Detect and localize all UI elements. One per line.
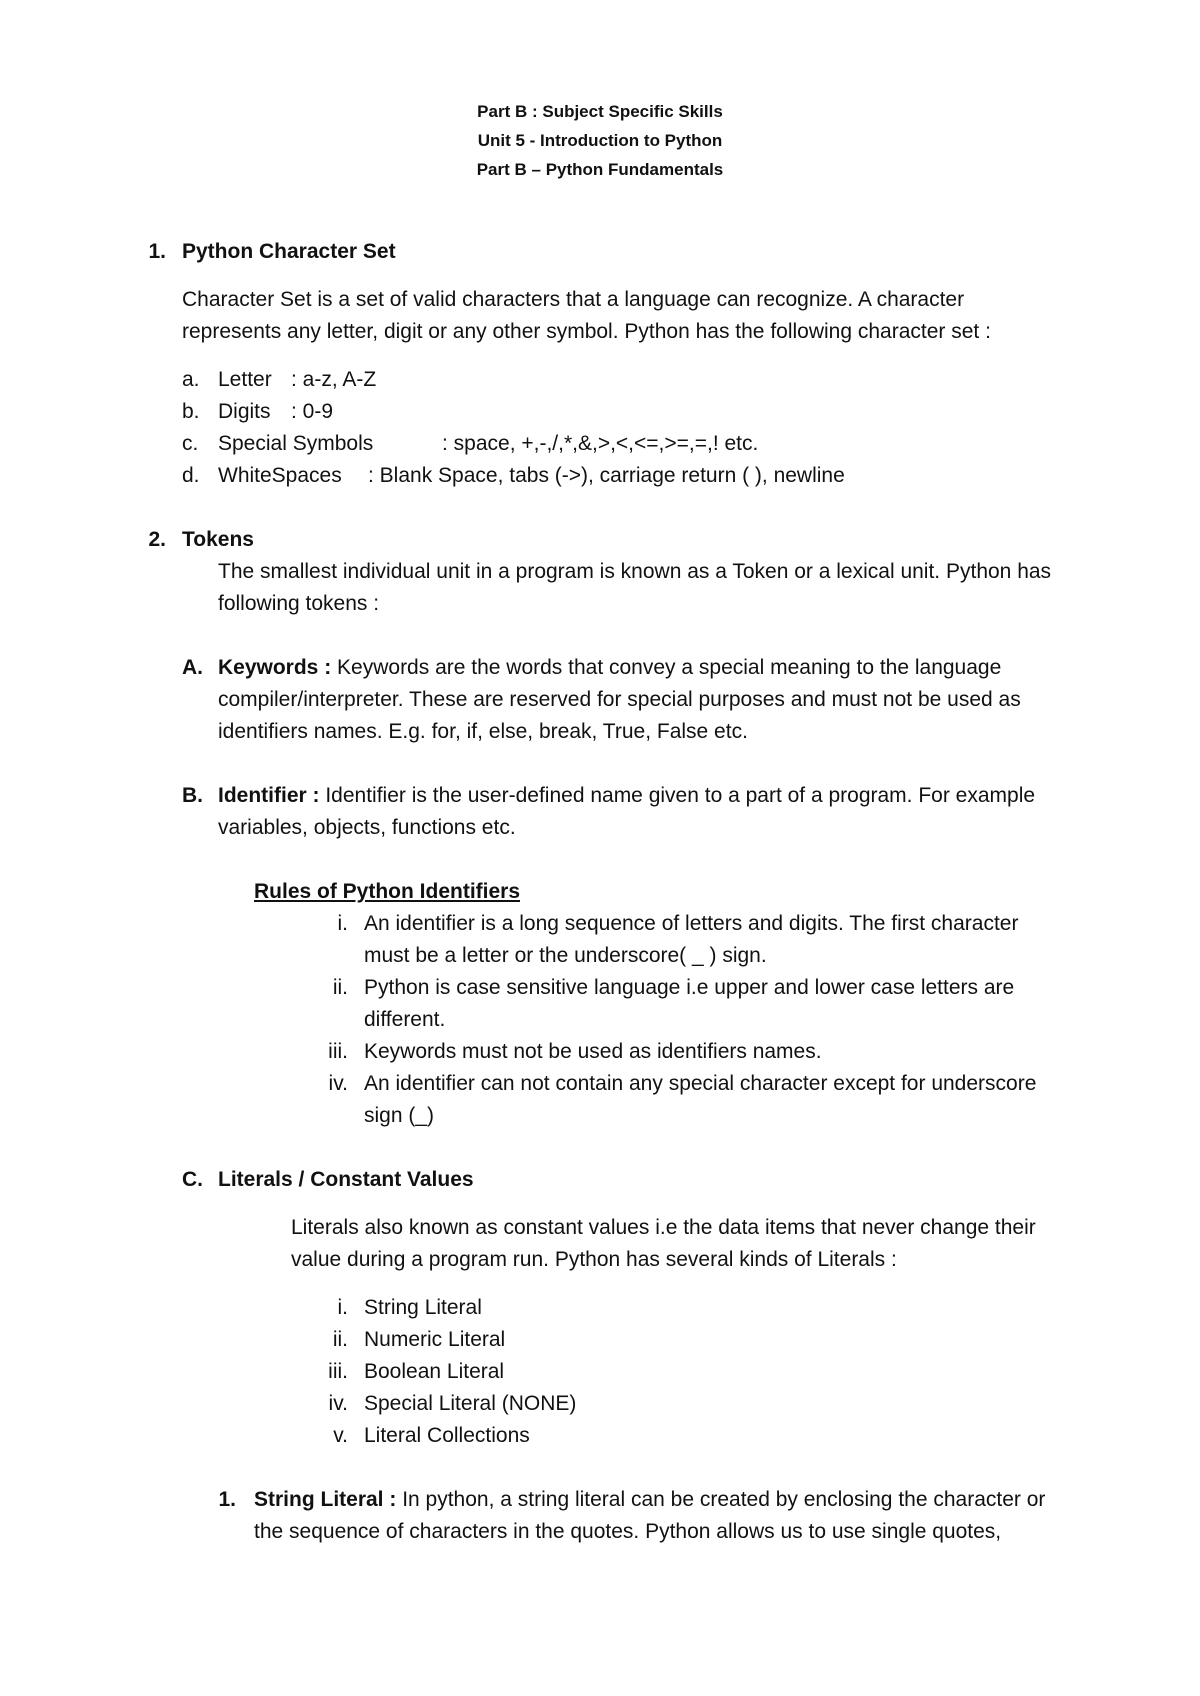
literal-kind: Literal Collections [364, 1424, 530, 1447]
rule-line-1: Python is case sensitive language i.e upper and lower case letters are [364, 976, 1015, 999]
keywords-line-3: identifiers names. E.g. for, if, else, break, True, False etc. [218, 720, 748, 743]
string-literal-number: 1. [218, 1488, 236, 1511]
rule-line-2: sign (_) [364, 1104, 435, 1127]
literal-kind-marker: i. [337, 1296, 348, 1319]
charset-item-label: Special Symbols [218, 432, 374, 455]
literal-kind-marker: ii. [332, 1328, 348, 1351]
literal-kind-marker: iv. [328, 1392, 348, 1415]
charset-item-label: Digits [218, 400, 271, 423]
section-1-paragraph-line-2: represents any letter, digit or any other symbol. Python has the following character set : [182, 320, 991, 343]
header-line-2: Unit 5 - Introduction to Python [477, 131, 723, 150]
section-2-paragraph-line-1: The smallest individual unit in a program is known as a Token or a lexical unit. Python has [218, 560, 1052, 583]
section-2-title: Tokens [182, 528, 254, 551]
rule-marker: iv. [328, 1072, 348, 1095]
charset-item-marker: d. [182, 464, 200, 487]
section-1-title: Python Character Set [182, 240, 396, 263]
rule-marker: i. [337, 912, 348, 935]
rule-line-1: An identifier can not contain any special character except for underscore [364, 1072, 1037, 1095]
literals-title: Literals / Constant Values [218, 1168, 474, 1191]
rule-marker: iii. [328, 1040, 348, 1063]
header-line-3: Part B – Python Fundamentals [476, 160, 724, 179]
identifier-marker: B. [182, 784, 203, 807]
rule-line-2: must be a letter or the underscore( _ ) sign. [364, 944, 767, 967]
charset-item-label: Letter [218, 368, 272, 391]
rules-title: Rules of Python Identifiers [254, 880, 521, 903]
charset-item-marker: c. [182, 432, 199, 455]
charset-item-value: : Blank Space, tabs (->), carriage return ( ), newline [368, 464, 845, 487]
charset-item-marker: b. [182, 400, 200, 423]
literal-kind: Numeric Literal [364, 1328, 506, 1351]
identifier-text: Identifier is the user-defined name given to a part of a program. For example [319, 784, 1036, 807]
identifier-label: Identifier : [218, 784, 320, 807]
string-literal-line-1 [254, 1488, 1045, 1512]
literals-marker: C. [182, 1168, 203, 1191]
rule-line-1: Keywords must not be used as identifiers names. [364, 1040, 822, 1063]
charset-item-label: WhiteSpaces [218, 464, 342, 487]
string-literal-label: String Literal : [254, 1488, 397, 1511]
keywords-text: Keywords are the words that convey a special meaning to the language [331, 656, 1002, 679]
rule-marker: ii. [332, 976, 348, 999]
string-literal-text: In python, a string literal can be created by enclosing the character or [396, 1488, 1046, 1511]
charset-item-value: : a-z, A-Z [291, 368, 377, 391]
literals-paragraph-line-2: value during a program run. Python has several kinds of Literals : [291, 1248, 897, 1271]
rule-line-1: An identifier is a long sequence of letters and digits. The first character [364, 912, 1019, 935]
literal-kind-marker: v. [333, 1424, 348, 1447]
section-2-number: 2. [148, 528, 166, 551]
keywords-line-2: compiler/interpreter. These are reserved for special purposes and must not be used as [218, 688, 1021, 711]
literal-kind-marker: iii. [328, 1360, 348, 1383]
keywords-label: Keywords : [218, 656, 332, 679]
literals-paragraph-line-1: Literals also known as constant values i.e the data items that never change their [291, 1216, 1036, 1239]
keywords-marker: A. [182, 656, 203, 679]
charset-item-marker: a. [182, 368, 200, 391]
literal-kind: Special Literal (NONE) [364, 1392, 577, 1415]
section-2-paragraph-line-2: following tokens : [218, 592, 380, 615]
literal-kind: Boolean Literal [364, 1360, 505, 1383]
identifier-line-1 [218, 784, 1035, 808]
string-literal-line-2: the sequence of characters in the quotes. Python allows us to use single quotes, [254, 1520, 1002, 1543]
identifier-line-2: variables, objects, functions etc. [218, 816, 516, 839]
section-1-paragraph-line-1: Character Set is a set of valid characters that a language can recognize. A character [182, 288, 965, 311]
charset-item-value: : space, +,-,/,*,&,>,<,<=,>=,=,! etc. [442, 432, 759, 455]
keywords-line-1 [218, 656, 1001, 680]
literal-kind: String Literal [364, 1296, 482, 1319]
rule-line-2: different. [364, 1008, 446, 1031]
section-1-number: 1. [148, 240, 166, 263]
charset-item-value: : 0-9 [291, 400, 334, 423]
header-line-1: Part B : Subject Specific Skills [477, 102, 723, 121]
